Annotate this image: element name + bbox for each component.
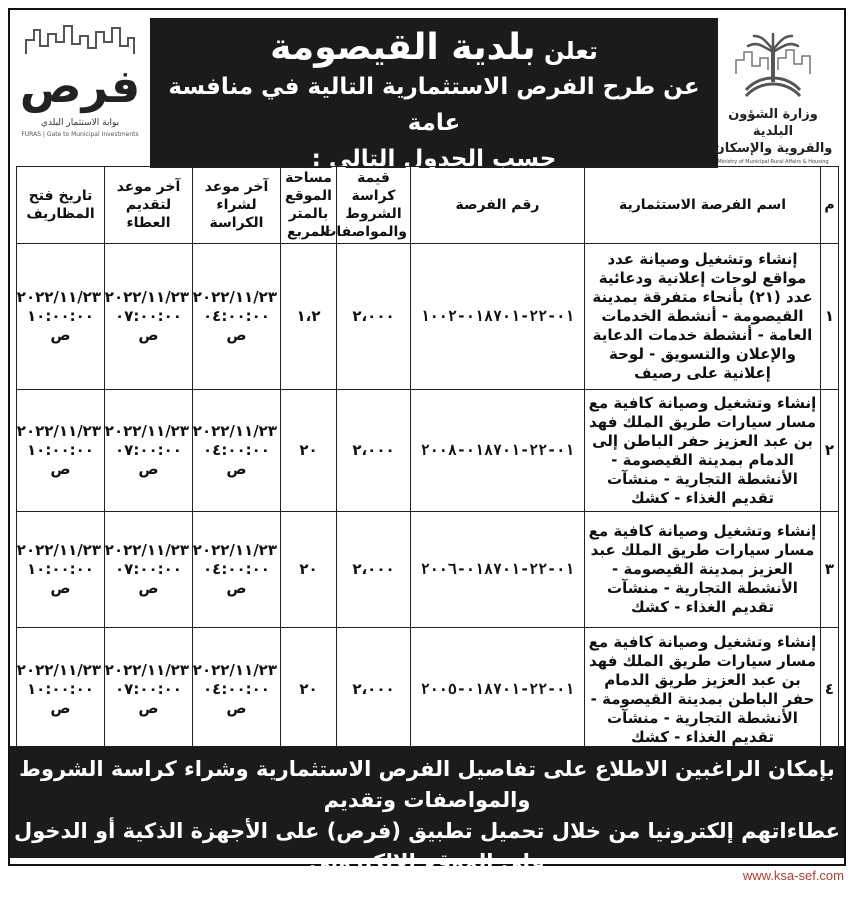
- footer-line-1: بإمكان الراغبين الاطلاع على تفاصيل الفرص الاستثمارية وشراء كراسة الشروط والمواصفات وتقديم: [19, 757, 835, 812]
- header-price: قيمة كراسة الشروط والمواصفات: [337, 167, 411, 244]
- header: [10, 10, 844, 172]
- opportunity-id: ٠١-٢٢-٠١٨٧٠١-٢٠٠٥: [411, 628, 585, 752]
- buy-date: ٢٠٢٢/١١/٢٣: [192, 541, 277, 559]
- opportunity-name: إنشاء وتشغيل وصيانة عدد مواقع لوحات إعلانية ودعائية عدد (٢١) بأنحاء متفرقة بمدينة القيصومة - أنشطة الخدمات العامة - أنشطة خدمات الدعاية والإعلان والتسويق - لوحة إعلانية على رصيف: [585, 244, 821, 390]
- buy-time: ٠٤:٠٠:٠٠ ص: [203, 441, 270, 478]
- title-band: [150, 18, 718, 172]
- ministry-english-name: Ministry of Municipal Rural Affairs & Housing: [717, 159, 829, 165]
- opportunity-name: إنشاء وتشغيل وصيانة كافية مع مسار سيارات طريق الملك فهد بن عبد العزيز حفر الباطن إلى الدمام بمدينة القيصومة - الأنشطة التجارية - منشآت تقديم الغذاء - كشك: [585, 390, 821, 512]
- booklet-price: ٢،٠٠٠: [337, 628, 411, 752]
- subtitle-2: حسب الجدول التالي :: [311, 146, 557, 172]
- site-area: ٢٠: [281, 390, 337, 512]
- buy-date: ٢٠٢٢/١١/٢٣: [192, 422, 277, 440]
- subtitle: عن طرح الفرص الاستثمارية التالية في منافسة عامة: [168, 74, 700, 136]
- header-num: م: [821, 167, 839, 244]
- header-area: مساحة الموقع بالمتر المربع: [281, 167, 337, 244]
- submit-date: ٢٠٢٢/١١/٢٣: [104, 661, 189, 679]
- open-time: ١٠:٠٠:٠٠ ص: [27, 680, 94, 717]
- open-date: ٢٠٢٢/١١/٢٣: [16, 541, 101, 559]
- header-open: تاريخ فتح المظاريف: [17, 167, 105, 244]
- header-name: اسم الفرصة الاستثمارية: [585, 167, 821, 244]
- submit-date: ٢٠٢٢/١١/٢٣: [104, 541, 189, 559]
- site-area: ١،٢: [281, 244, 337, 390]
- open-date: ٢٠٢٢/١١/٢٣: [16, 422, 101, 440]
- open-time: ١٠:٠٠:٠٠ ص: [27, 441, 94, 478]
- table-header-row: [17, 167, 839, 244]
- ministry-name-line2: والقروية والإسكان: [713, 141, 833, 156]
- booklet-price: ٢،٠٠٠: [337, 390, 411, 512]
- buy-deadline: [193, 244, 281, 390]
- table-row: [17, 512, 839, 628]
- open-date: ٢٠٢٢/١١/٢٣: [16, 288, 101, 306]
- header-submit: آخر موعد لتقديم العطاء: [105, 167, 193, 244]
- furas-word: فرص: [19, 59, 141, 113]
- envelope-opening: [17, 390, 105, 512]
- submit-deadline: [105, 512, 193, 628]
- submit-date: ٢٠٢٢/١١/٢٣: [104, 422, 189, 440]
- submit-deadline: [105, 244, 193, 390]
- buy-deadline: [193, 628, 281, 752]
- buy-date: ٢٠٢٢/١١/٢٣: [192, 288, 277, 306]
- envelope-opening: [17, 244, 105, 390]
- city-skyline-icon: [24, 22, 136, 56]
- opportunity-id: ٠١-٢٢-٠١٨٧٠١-٢٠٠٨: [411, 390, 585, 512]
- booklet-price: ٢،٠٠٠: [337, 512, 411, 628]
- ministry-name-line1: وزارة الشؤون البلدية: [728, 107, 818, 139]
- row-num: ٣: [821, 512, 839, 628]
- furas-english-tagline: FURAS | Gate to Municipal Investments: [21, 131, 139, 138]
- palm-swords-emblem-icon: [730, 30, 816, 102]
- table-row: [17, 628, 839, 752]
- submit-time: ٠٧:٠٠:٠٠ ص: [115, 307, 182, 344]
- row-num: ٢: [821, 390, 839, 512]
- table-row: [17, 390, 839, 512]
- ministry-logo: [708, 30, 838, 165]
- open-time: ١٠:٠٠:٠٠ ص: [27, 560, 94, 597]
- header-id: رقم الفرصة: [411, 167, 585, 244]
- municipality-name: بلدية القيصومة: [270, 27, 536, 68]
- furas-arabic-tagline: بوابة الاستثمار البلدي: [40, 118, 120, 128]
- row-num: ٤: [821, 628, 839, 752]
- booklet-price: ٢،٠٠٠: [337, 244, 411, 390]
- buy-date: ٢٠٢٢/١١/٢٣: [192, 661, 277, 679]
- buy-deadline: [193, 390, 281, 512]
- header-buy: آخر موعد لشراء الكراسة: [193, 167, 281, 244]
- row-num: ١: [821, 244, 839, 390]
- footer-line-2: عطاءاتهم إلكترونيا من خلال تحميل تطبيق (فرص) على الأجهزة الذكية أو الدخول على الموقع الإلكتروني: [13, 819, 841, 874]
- envelope-opening: [17, 628, 105, 752]
- submit-deadline: [105, 628, 193, 752]
- title-prefix: تعلن: [543, 37, 598, 65]
- submit-time: ٠٧:٠٠:٠٠ ص: [115, 560, 182, 597]
- opportunities-table: [16, 166, 839, 752]
- opportunity-id: ٠١-٢٢-٠١٨٧٠١-٢٠٠٦: [411, 512, 585, 628]
- opportunity-name: إنشاء وتشغيل وصيانة كافية مع مسار سيارات طريق الملك فهد بن عبد العزيز طريق الدمام حفر الباطن بمدينة القيصومة - الأنشطة التجارية - منشآت تقديم الغذاء - كشك: [585, 628, 821, 752]
- submit-time: ٠٧:٠٠:٠٠ ص: [115, 680, 182, 717]
- buy-deadline: [193, 512, 281, 628]
- opportunity-name: إنشاء وتشغيل وصيانة كافية مع مسار سيارات طريق الملك عبد العزيز بمدينة القيصومة - الأنشطة التجارية - منشآت تقديم الغذاء - كشك: [585, 512, 821, 628]
- open-time: ١٠:٠٠:٠٠ ص: [27, 307, 94, 344]
- site-area: ٢٠: [281, 628, 337, 752]
- furas-logo: [14, 22, 146, 162]
- submit-date: ٢٠٢٢/١١/٢٣: [104, 288, 189, 306]
- title-line: [150, 27, 718, 69]
- buy-time: ٠٤:٠٠:٠٠ ص: [203, 680, 270, 717]
- site-area: ٢٠: [281, 512, 337, 628]
- buy-time: ٠٤:٠٠:٠٠ ص: [203, 307, 270, 344]
- table-row: [17, 244, 839, 390]
- submit-time: ٠٧:٠٠:٠٠ ص: [115, 441, 182, 478]
- furas-website-link[interactable]: (https://Furas.momra.gov.sa): [257, 881, 597, 906]
- opportunity-id: ٠١-٢٢-٠١٨٧٠١-١٠٠٢: [411, 244, 585, 390]
- envelope-opening: [17, 512, 105, 628]
- source-watermark: www.ksa-sef.com: [742, 868, 844, 883]
- submit-deadline: [105, 390, 193, 512]
- open-date: ٢٠٢٢/١١/٢٣: [16, 661, 101, 679]
- buy-time: ٠٤:٠٠:٠٠ ص: [203, 560, 270, 597]
